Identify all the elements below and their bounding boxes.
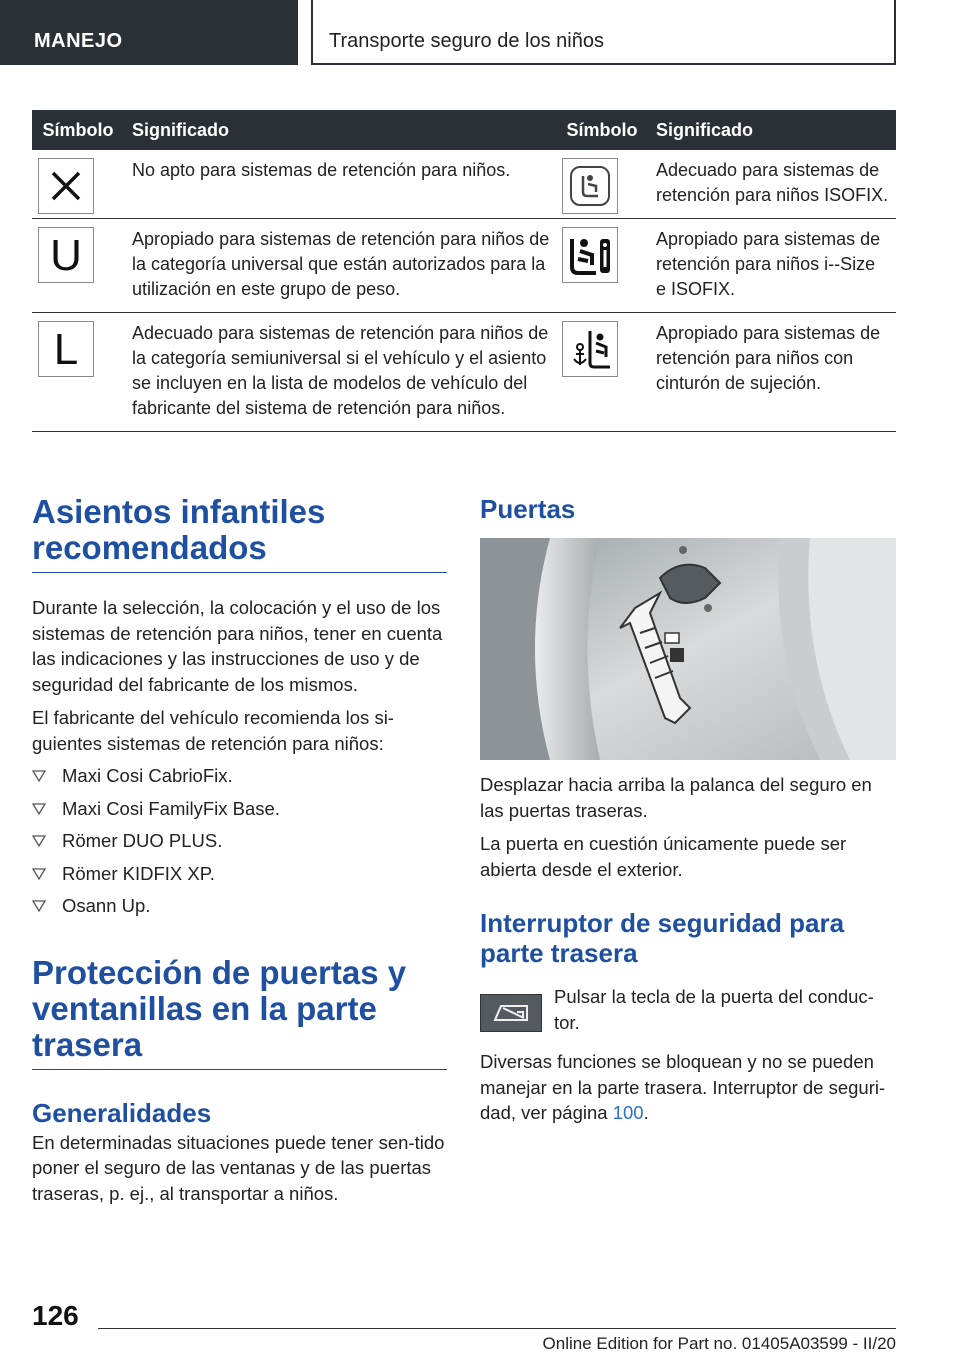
general-text: En determinadas situaciones puede tener sen‐tido poner el seguro de las ventanas y de las puertas traseras, p. ej., al transportar a niños. xyxy=(32,1131,445,1204)
left-column xyxy=(32,494,447,1206)
recommended-list xyxy=(32,763,447,919)
list-item xyxy=(32,763,447,789)
list-item-text: Römer DUO PLUS. xyxy=(62,830,223,851)
doors-text-2: La puerta en cuestión únicamente puede ser abierta desde el exterior. xyxy=(480,833,847,880)
row2-left-text: Apropiado para sistemas de retención para niños de la categoría universal que están autorizados para la utilización en este grupo de peso. xyxy=(124,219,556,313)
triangle-bullet-icon xyxy=(32,802,46,816)
triangle-bullet-icon xyxy=(32,834,46,848)
header-meaning-2: Significado xyxy=(648,110,896,150)
header-section-label: MANEJO xyxy=(0,0,298,65)
safety-switch-icon xyxy=(480,994,542,1032)
safety-switch-instruction: Pulsar la tecla de la puerta del conduc‐tor. xyxy=(554,986,874,1033)
table-row xyxy=(32,219,896,313)
list-item xyxy=(32,893,447,919)
list-item xyxy=(32,861,447,887)
recommended-seats-heading: Asientos infantiles recomendados xyxy=(32,494,447,573)
header-symbol-1: Símbolo xyxy=(32,110,124,150)
right-column xyxy=(480,494,896,1126)
anchor-seat-icon xyxy=(562,321,618,377)
row1-right-text: Adecuado para sistemas de retención para niños ISOFIX. xyxy=(648,150,896,219)
isofix-seat-icon xyxy=(562,158,618,214)
doors-text-1: Desplazar hacia arriba la palanca del seguro en las puertas traseras. xyxy=(480,774,872,821)
triangle-bullet-icon xyxy=(32,867,46,881)
header-page-title: Transporte seguro de los niños xyxy=(311,0,896,65)
list-item xyxy=(32,828,447,854)
safety-switch-text-end: . xyxy=(643,1102,649,1123)
footer-divider xyxy=(98,1328,896,1329)
letter-u-icon: U xyxy=(38,227,94,283)
table-row xyxy=(32,150,896,219)
list-item-text: Osann Up. xyxy=(62,895,151,916)
cross-icon xyxy=(38,158,94,214)
letter-l-icon: L xyxy=(38,321,94,377)
row1-left-text: No apto para sistemas de retención para niños. xyxy=(124,150,556,219)
list-item-text: Römer KIDFIX XP. xyxy=(62,862,215,884)
list-item-text: Maxi Cosi CabrioFix. xyxy=(62,765,233,786)
recommended-para-2: El fabricante del vehículo recomienda los si‐guientes sistemas de retención para niños: xyxy=(32,707,394,754)
page-link[interactable]: 100 xyxy=(612,1102,644,1123)
triangle-bullet-icon xyxy=(32,899,46,913)
footer-edition: Online Edition for Part no. 01405A03599 - II/20 xyxy=(542,1334,896,1353)
header-meaning-1: Significado xyxy=(124,110,556,150)
row3-left-text: Adecuado para sistemas de retención para niños de la categoría semiuniversal si el vehículo y el asiento se incluyen en la lista de modelos de vehículo del fabricante del sistema de retención para niños. xyxy=(124,313,556,432)
safety-switch-heading: Interruptor de seguridad para parte trasera xyxy=(480,908,845,968)
door-lock-illustration xyxy=(480,538,896,760)
triangle-bullet-icon xyxy=(32,769,46,783)
page-number: 126 xyxy=(32,1300,79,1331)
safety-switch-instruction-row xyxy=(480,984,896,1035)
header-symbol-2: Símbolo xyxy=(556,110,648,150)
recommended-para-1: Durante la selección, la colocación y el uso de los sistemas de retención para niños, tener en cuenta las indicaciones y las instrucciones de uso y de seguridad del fabricante de los mismos. xyxy=(32,597,443,695)
symbols-table xyxy=(32,110,896,432)
protection-heading: Protección de puertas y ventanillas en la parte trasera xyxy=(32,955,447,1070)
i-size-seat-icon xyxy=(562,227,618,283)
list-item xyxy=(32,796,447,822)
safety-switch-text xyxy=(480,1049,896,1126)
safety-switch-text-main: Diversas funciones se bloquean y no se pueden manejar en la parte trasera. Interruptor de seguri‐dad, ver página xyxy=(480,1051,886,1123)
row2-right-text: Apropiado para sistemas de retención para niños i--Size e ISOFIX. xyxy=(648,219,896,313)
doors-heading: Puertas xyxy=(480,494,576,524)
list-item-text: Maxi Cosi FamilyFix Base. xyxy=(62,797,280,819)
row3-right-text: Apropiado para sistemas de retención para niños con cinturón de sujeción. xyxy=(648,313,896,432)
table-header-row xyxy=(32,110,896,150)
general-heading: Generalidades xyxy=(32,1097,212,1128)
table-row xyxy=(32,313,896,432)
